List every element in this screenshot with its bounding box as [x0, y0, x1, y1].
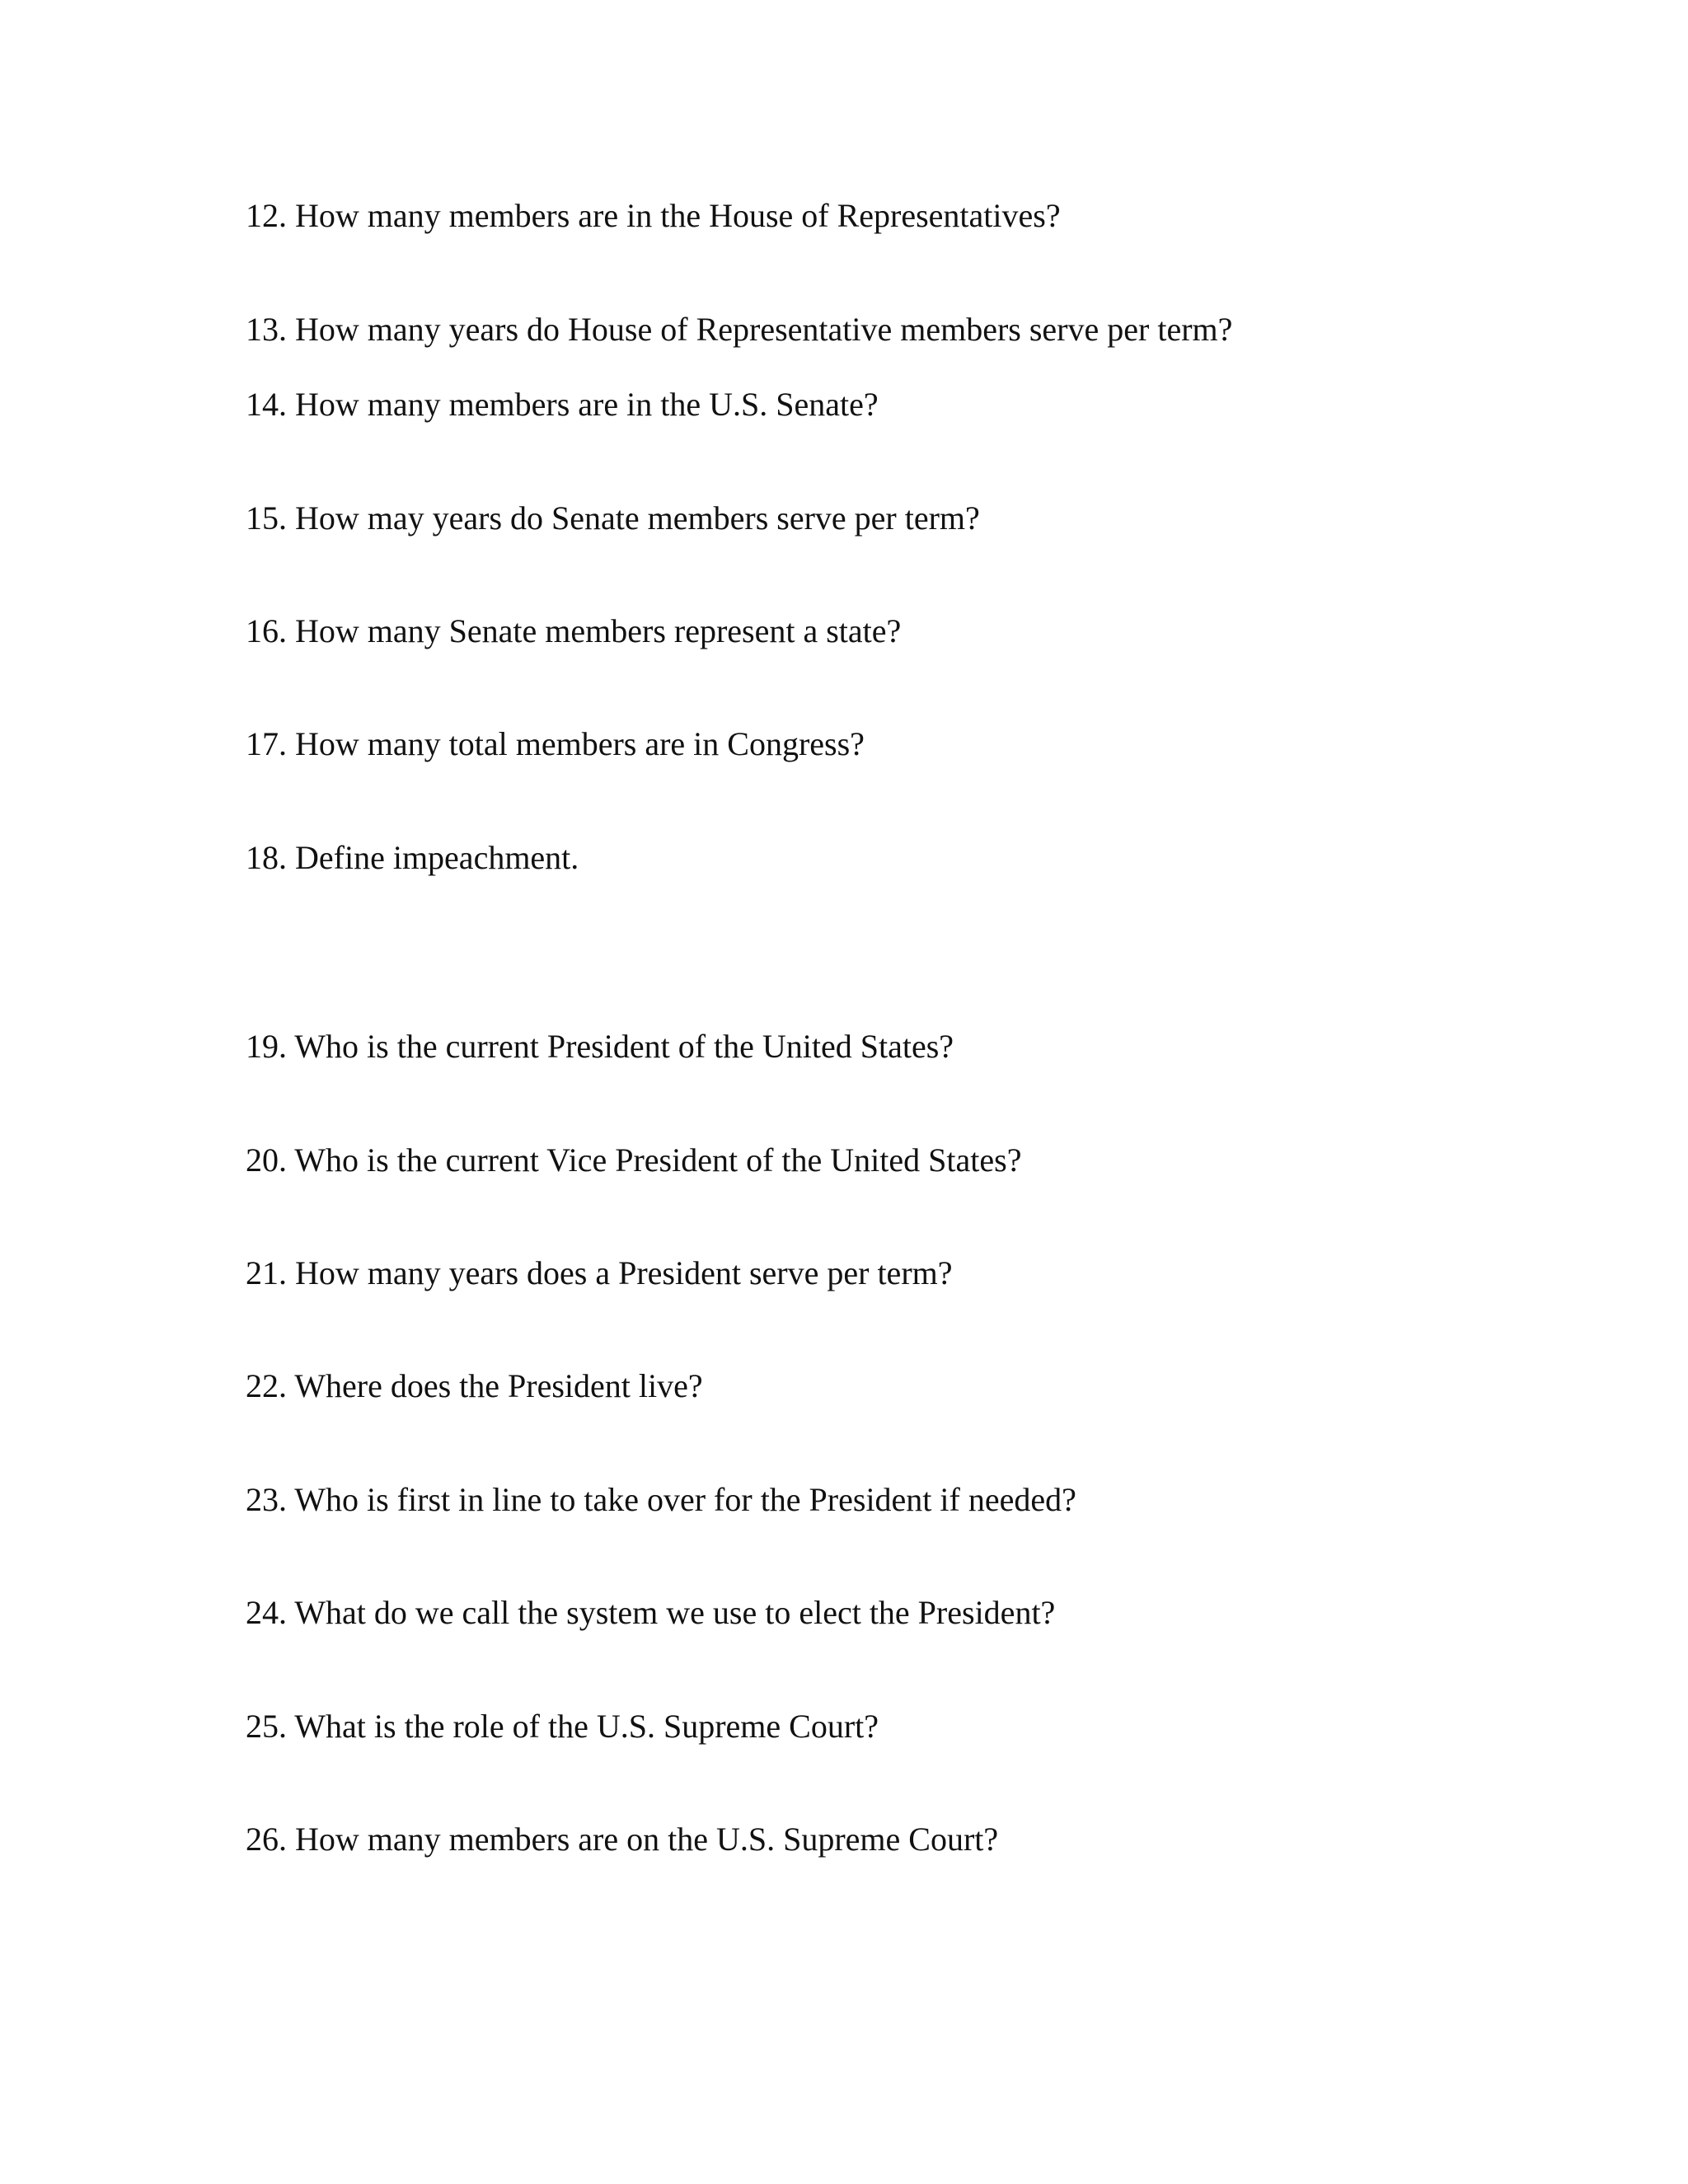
- question-14: 14. How many members are in the U.S. Senate?: [246, 386, 879, 423]
- question-13: 13. How many years do House of Representative members serve per term?: [246, 311, 1233, 348]
- question-20: 20. Who is the current Vice President of the United States?: [246, 1141, 1022, 1179]
- question-15: 15. How may years do Senate members serve per term?: [246, 499, 980, 537]
- question-17: 17. How many total members are in Congress?: [246, 725, 865, 762]
- question-25: 25. What is the role of the U.S. Supreme Court?: [246, 1708, 879, 1745]
- question-21: 21. How many years does a President serve per term?: [246, 1254, 953, 1291]
- question-18: 18. Define impeachment.: [246, 839, 579, 876]
- question-22: 22. Where does the President live?: [246, 1367, 703, 1404]
- question-26: 26. How many members are on the U.S. Supreme Court?: [246, 1821, 999, 1858]
- question-16: 16. How many Senate members represent a state?: [246, 612, 902, 649]
- question-24: 24. What do we call the system we use to elect the President?: [246, 1594, 1056, 1631]
- question-19: 19. Who is the current President of the United States?: [246, 1028, 954, 1065]
- question-23: 23. Who is first in line to take over for the President if needed?: [246, 1481, 1076, 1518]
- question-12: 12. How many members are in the House of Representatives?: [246, 197, 1061, 234]
